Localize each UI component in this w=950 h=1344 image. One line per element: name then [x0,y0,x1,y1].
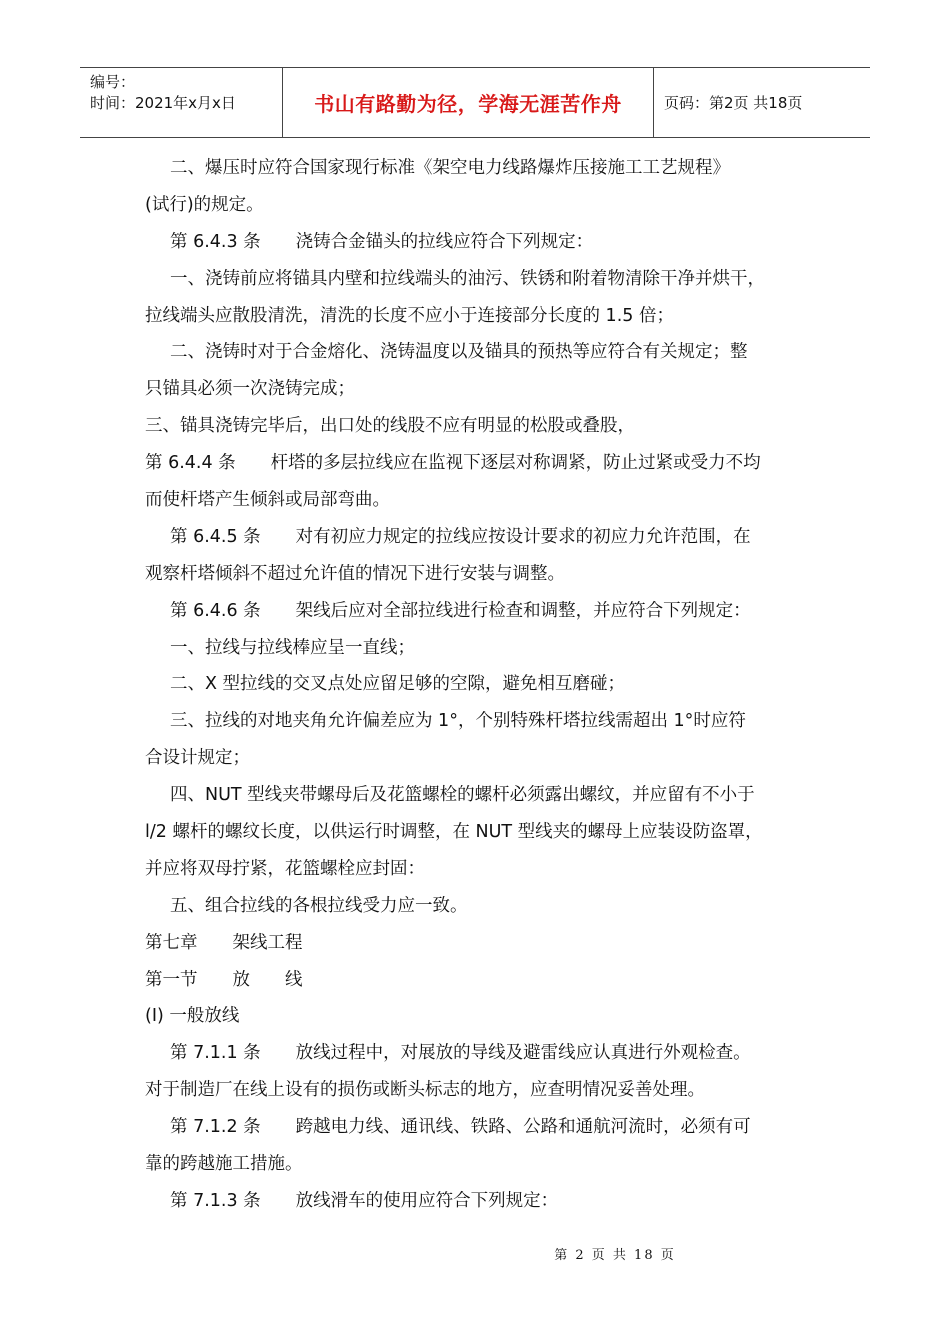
paragraph-line: 第 7.1.2 条 跨越电力线、通讯线、铁路、公路和通航河流时，必须有可 [170,1117,751,1138]
paragraph-line: 第七章 架线工程 [145,932,303,953]
paragraph-line: 拉线端头应散股清洗，清洗的长度不应小于连接部分长度的 1.5 倍； [145,305,674,326]
header-motto: 书山有路勤为径，学海无涯苦作舟 [282,68,654,137]
document-time-label: 时间：2021年x月x日 [90,94,236,112]
header-meta [80,68,282,137]
page-footer: 第 2 页 共 18 页 [554,1248,676,1263]
paragraph-line: 五、组合拉线的各根拉线受力应一致。 [170,895,468,916]
header-page-info: 页码：第2页 共18页 [664,94,803,112]
paragraph-line: 而使杆塔产生倾斜或局部弯曲。 [145,490,390,511]
paragraph-line: 三、锚具浇铸完毕后，出口处的线股不应有明显的松股或叠股， [145,416,635,437]
paragraph-line: 第 6.4.6 条 架线后应对全部拉线进行检查和调整，并应符合下列规定： [170,600,751,621]
paragraph-line: (Ⅰ) 一般放线 [145,1006,240,1027]
paragraph-line: 四、NUT 型线夹带螺母后及花篮螺栓的螺杆必须露出螺纹，并应留有不小于 [170,785,755,806]
paragraph-line: 并应将双母拧紧，花篮螺栓应封固： [145,858,425,879]
paragraph-line: 第 7.1.1 条 放线过程中，对展放的导线及避雷线应认真进行外观检查。 [170,1043,751,1064]
paragraph-line: (试行)的规定。 [145,194,264,215]
paragraph-line: 第一节 放 线 [145,969,303,990]
document-body [145,150,825,1220]
paragraph-line: 合设计规定； [145,748,250,769]
paragraph-line: 第 6.4.4 条 杆塔的多层拉线应在监视下逐层对称调紧，防止过紧或受力不均 [145,453,761,474]
document-number-label: 编号： [90,73,136,91]
paragraph-line: 靠的跨越施工措施。 [145,1154,303,1175]
paragraph-line: 第 6.4.5 条 对有初应力规定的拉线应按设计要求的初应力允许范围，在 [170,526,751,547]
paragraph-line: 一、拉线与拉线棒应呈一直线； [170,637,415,658]
paragraph-line: 三、拉线的对地夹角允许偏差应为 1°，个别特殊杆塔拉线需超出 1°时应符 [170,711,746,732]
paragraph-line: 第 7.1.3 条 放线滑车的使用应符合下列规定： [170,1190,559,1211]
paragraph-line: l/2 螺杆的螺纹长度，以供运行时调整，在 NUT 型线夹的螺母上应装设防盗罩， [145,822,763,843]
paragraph-line: 第 6.4.3 条 浇铸合金锚头的拉线应符合下列规定： [170,231,594,252]
paragraph-line: 对于制造厂在线上设有的损伤或断头标志的地方，应查明情况妥善处理。 [145,1080,705,1101]
paragraph-line: 二、爆压时应符合国家现行标准《架空电力线路爆炸压接施工工艺规程》 [170,158,730,178]
page-header [80,67,870,138]
paragraph-line: 一、浇铸前应将锚具内壁和拉线端头的油污、铁锈和附着物清除干净并烘干， [170,268,765,289]
paragraph-line: 观察杆塔倾斜不超过允许值的情况下进行安装与调整。 [145,563,565,584]
paragraph-line: 二、浇铸时对于合金熔化、浇铸温度以及锚具的预热等应符合有关规定；整 [170,342,748,363]
paragraph-line: 只锚具必须一次浇铸完成； [145,379,355,400]
paragraph-line: 二、X 型拉线的交叉点处应留足够的空隙，避免相互磨碰； [170,674,626,695]
